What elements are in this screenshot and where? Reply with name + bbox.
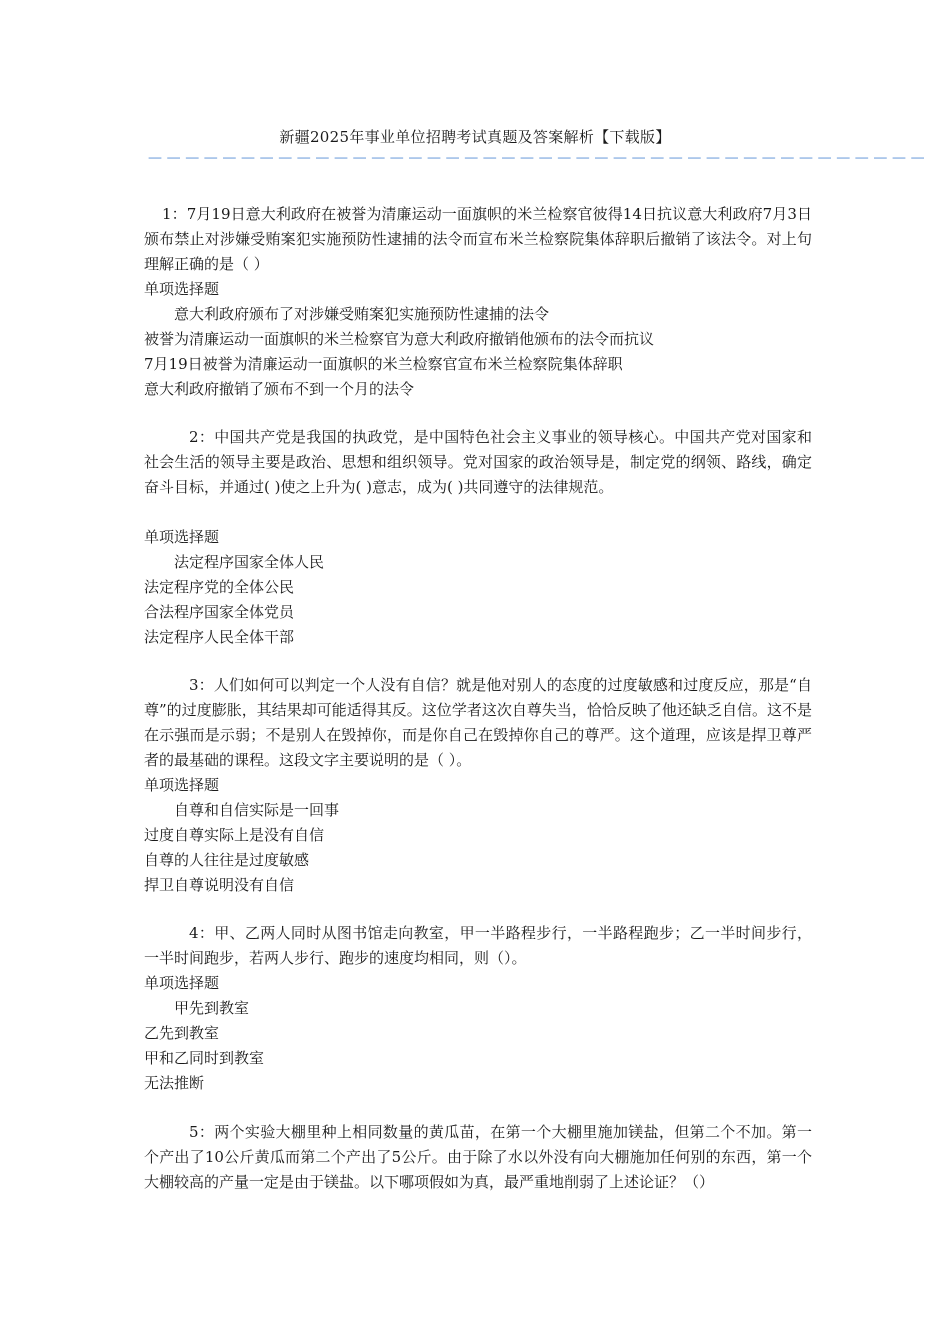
option-d: 意大利政府撤销了颁布不到一个月的法令 [144,380,415,398]
option-d: 无法推断 [144,1074,205,1092]
question-type: 单项选择题 [144,528,220,546]
option-c: 甲和乙同时到教室 [144,1049,265,1067]
option-b: 过度自尊实际上是没有自信 [144,826,325,844]
option-b: 乙先到教室 [144,1024,220,1042]
question-5 [144,1120,812,1195]
question-stem: 2：中国共产党是我国的执政党，是中国特色社会主义事业的领导核心。中国共产党对国家和社会生活的领导主要是政治、思想和组织领导。党对国家的政治领导是，制定党的纲领、路线，确定奋斗目标，并通过( )使之上升为( )意志，成为( )共同遵守的法律规范。 [144,428,812,496]
question-type: 单项选择题 [144,776,220,794]
title-underline: —————————————————————————————————————————— [148,150,930,166]
option-a: 自尊和自信实际是一回事 [174,801,340,819]
question-4 [144,921,812,1096]
spacer [144,500,812,525]
question-stem: 1：7月19日意大利政府在被誉为清廉运动一面旗帜的米兰检察官彼得14日抗议意大利政府7月3日颁布禁止对涉嫌受贿案犯实施预防性逮捕的法令而宣布米兰检察院集体辞职后撤销了该法令。对上句理解正确的是（ ） [144,205,812,273]
question-type: 单项选择题 [144,280,220,298]
option-a: 意大利政府颁布了对涉嫌受贿案犯实施预防性逮捕的法令 [174,305,550,323]
question-stem: 3：人们如何可以判定一个人没有自信？就是他对别人的态度的过度敏感和过度反应，那是“自尊”的过度膨胀，其结果却可能适得其反。这位学者这次自尊失当，恰恰反映了他还缺乏自信。这不是在示强而是示弱；不是别人在毁掉你，而是你自己在毁掉你自己的尊严。这个道理，应该是捍卫尊严者的最基础的课程。这段文字主要说明的是（ ）。 [144,676,812,769]
option-d: 法定程序人民全体干部 [144,628,295,646]
question-type: 单项选择题 [144,974,220,992]
option-c: 自尊的人往往是过度敏感 [144,851,310,869]
option-a: 甲先到教室 [174,999,250,1017]
question-1 [144,202,812,402]
question-3 [144,673,812,898]
question-stem: 5：两个实验大棚里种上相同数量的黄瓜苗，在第一个大棚里施加镁盐，但第二个不加。第一个产出了10公斤黄瓜而第二个产出了5公斤。由于除了水以外没有向大棚施加任何别的东西，第一个大棚较高的产量一定是由于镁盐。以下哪项假如为真，最严重地削弱了上述论证？（） [144,1123,812,1191]
document-title: 新疆2025年事业单位招聘考试真题及答案解析【下载版】 [279,128,671,146]
option-a: 法定程序国家全体人民 [174,553,325,571]
option-b: 被誉为清廉运动一面旗帜的米兰检察官为意大利政府撤销他颁布的法令而抗议 [144,330,655,348]
question-2 [144,425,812,650]
option-c: 合法程序国家全体党员 [144,603,295,621]
option-c: 7月19日被誉为清廉运动一面旗帜的米兰检察官宣布米兰检察院集体辞职 [144,355,623,373]
option-d: 捍卫自尊说明没有自信 [144,876,295,894]
question-stem: 4：甲、乙两人同时从图书馆走向教室，甲一半路程步行，一半路程跑步；乙一半时间步行，一半时间跑步，若两人步行、跑步的速度均相同，则（）。 [144,924,812,967]
option-b: 法定程序党的全体公民 [144,578,295,596]
